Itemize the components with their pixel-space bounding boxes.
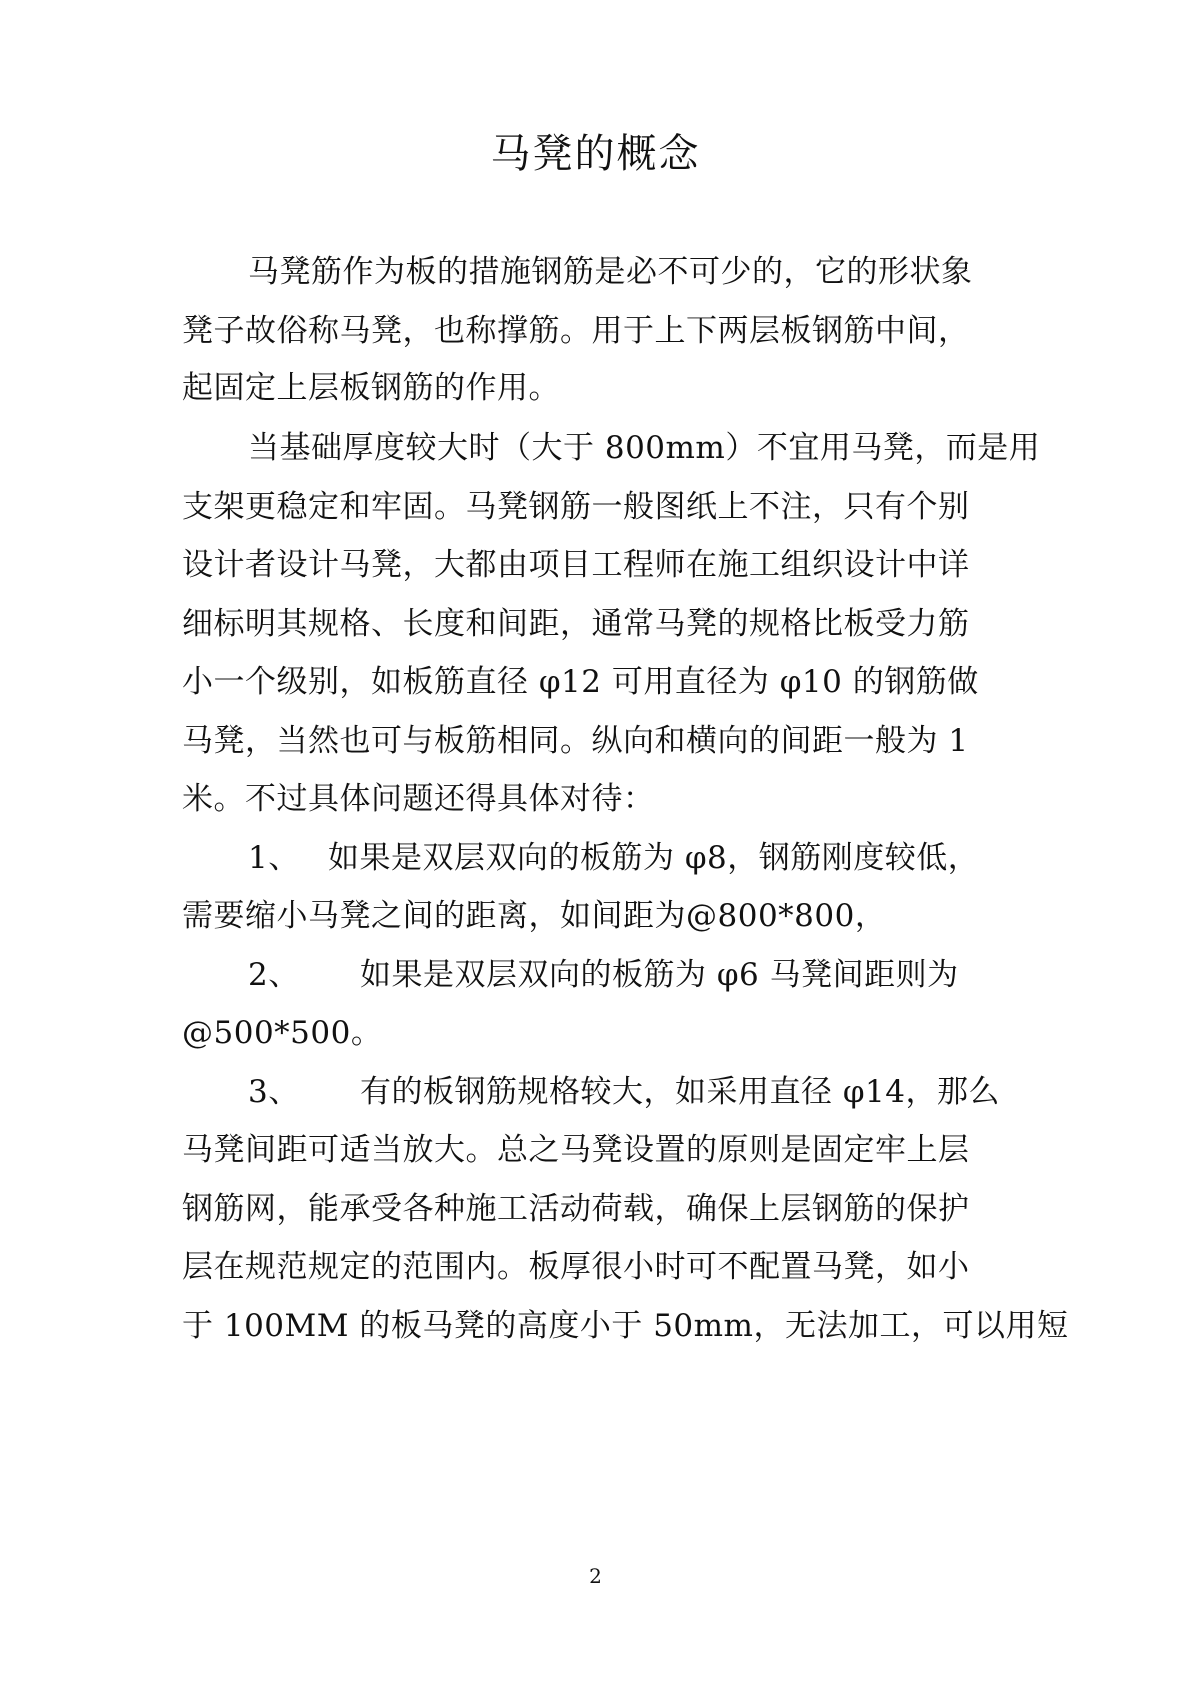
text-line: 支架更稳定和牢固。马凳钢筋一般图纸上不注，只有个别	[182, 489, 970, 525]
text-line: 当基础厚度较大时（大于 800mm）不宜用马凳，而是用	[248, 430, 1041, 466]
text-line: 层在规范规定的范围内。板厚很小时可不配置马凳，如小	[182, 1249, 970, 1285]
text-line: 细标明其规格、长度和间距，通常马凳的规格比板受力筋	[182, 606, 970, 642]
text-line: 米。不过具体问题还得具体对待：	[182, 781, 655, 817]
text-line: 马凳间距可适当放大。总之马凳设置的原则是固定牢上层	[182, 1132, 970, 1168]
text-line: 小一个级别，如板筋直径 φ12 可用直径为 φ10 的钢筋做	[182, 664, 979, 700]
list-number: 2、	[248, 957, 300, 993]
text-line: 凳子故俗称马凳，也称撑筋。用于上下两层板钢筋中间，	[182, 313, 970, 349]
text-line: 起固定上层板钢筋的作用。	[182, 370, 560, 406]
text-line: 钢筋网，能承受各种施工活动荷载，确保上层钢筋的保护	[182, 1191, 970, 1227]
text-line: 马凳，当然也可与板筋相同。纵向和横向的间距一般为 1	[182, 723, 969, 759]
list-number: 1、	[248, 840, 300, 876]
text-line: 有的板钢筋规格较大，如采用直径 φ14，那么	[360, 1074, 1001, 1110]
text-line: 马凳筋作为板的措施钢筋是必不可少的，它的形状象	[248, 254, 973, 290]
text-line: 于 100MM 的板马凳的高度小于 50mm，无法加工，可以用短	[182, 1308, 1069, 1344]
text-line: 设计者设计马凳，大都由项目工程师在施工组织设计中详	[182, 547, 970, 583]
text-line: @500*500。	[182, 1015, 383, 1051]
page-title: 马凳的概念	[490, 131, 701, 177]
list-item	[248, 838, 979, 878]
page-number: 2	[589, 1564, 602, 1588]
list-item	[248, 1072, 1000, 1112]
text-line: 如果是双层双向的板筋为 φ8，钢筋刚度较低，	[328, 840, 980, 876]
text-line: 如果是双层双向的板筋为 φ6 马凳间距则为	[360, 957, 959, 993]
text-line: 需要缩小马凳之间的距离，如间距为@800*800，	[182, 898, 887, 934]
list-number: 3、	[248, 1074, 300, 1110]
list-item	[248, 955, 959, 995]
